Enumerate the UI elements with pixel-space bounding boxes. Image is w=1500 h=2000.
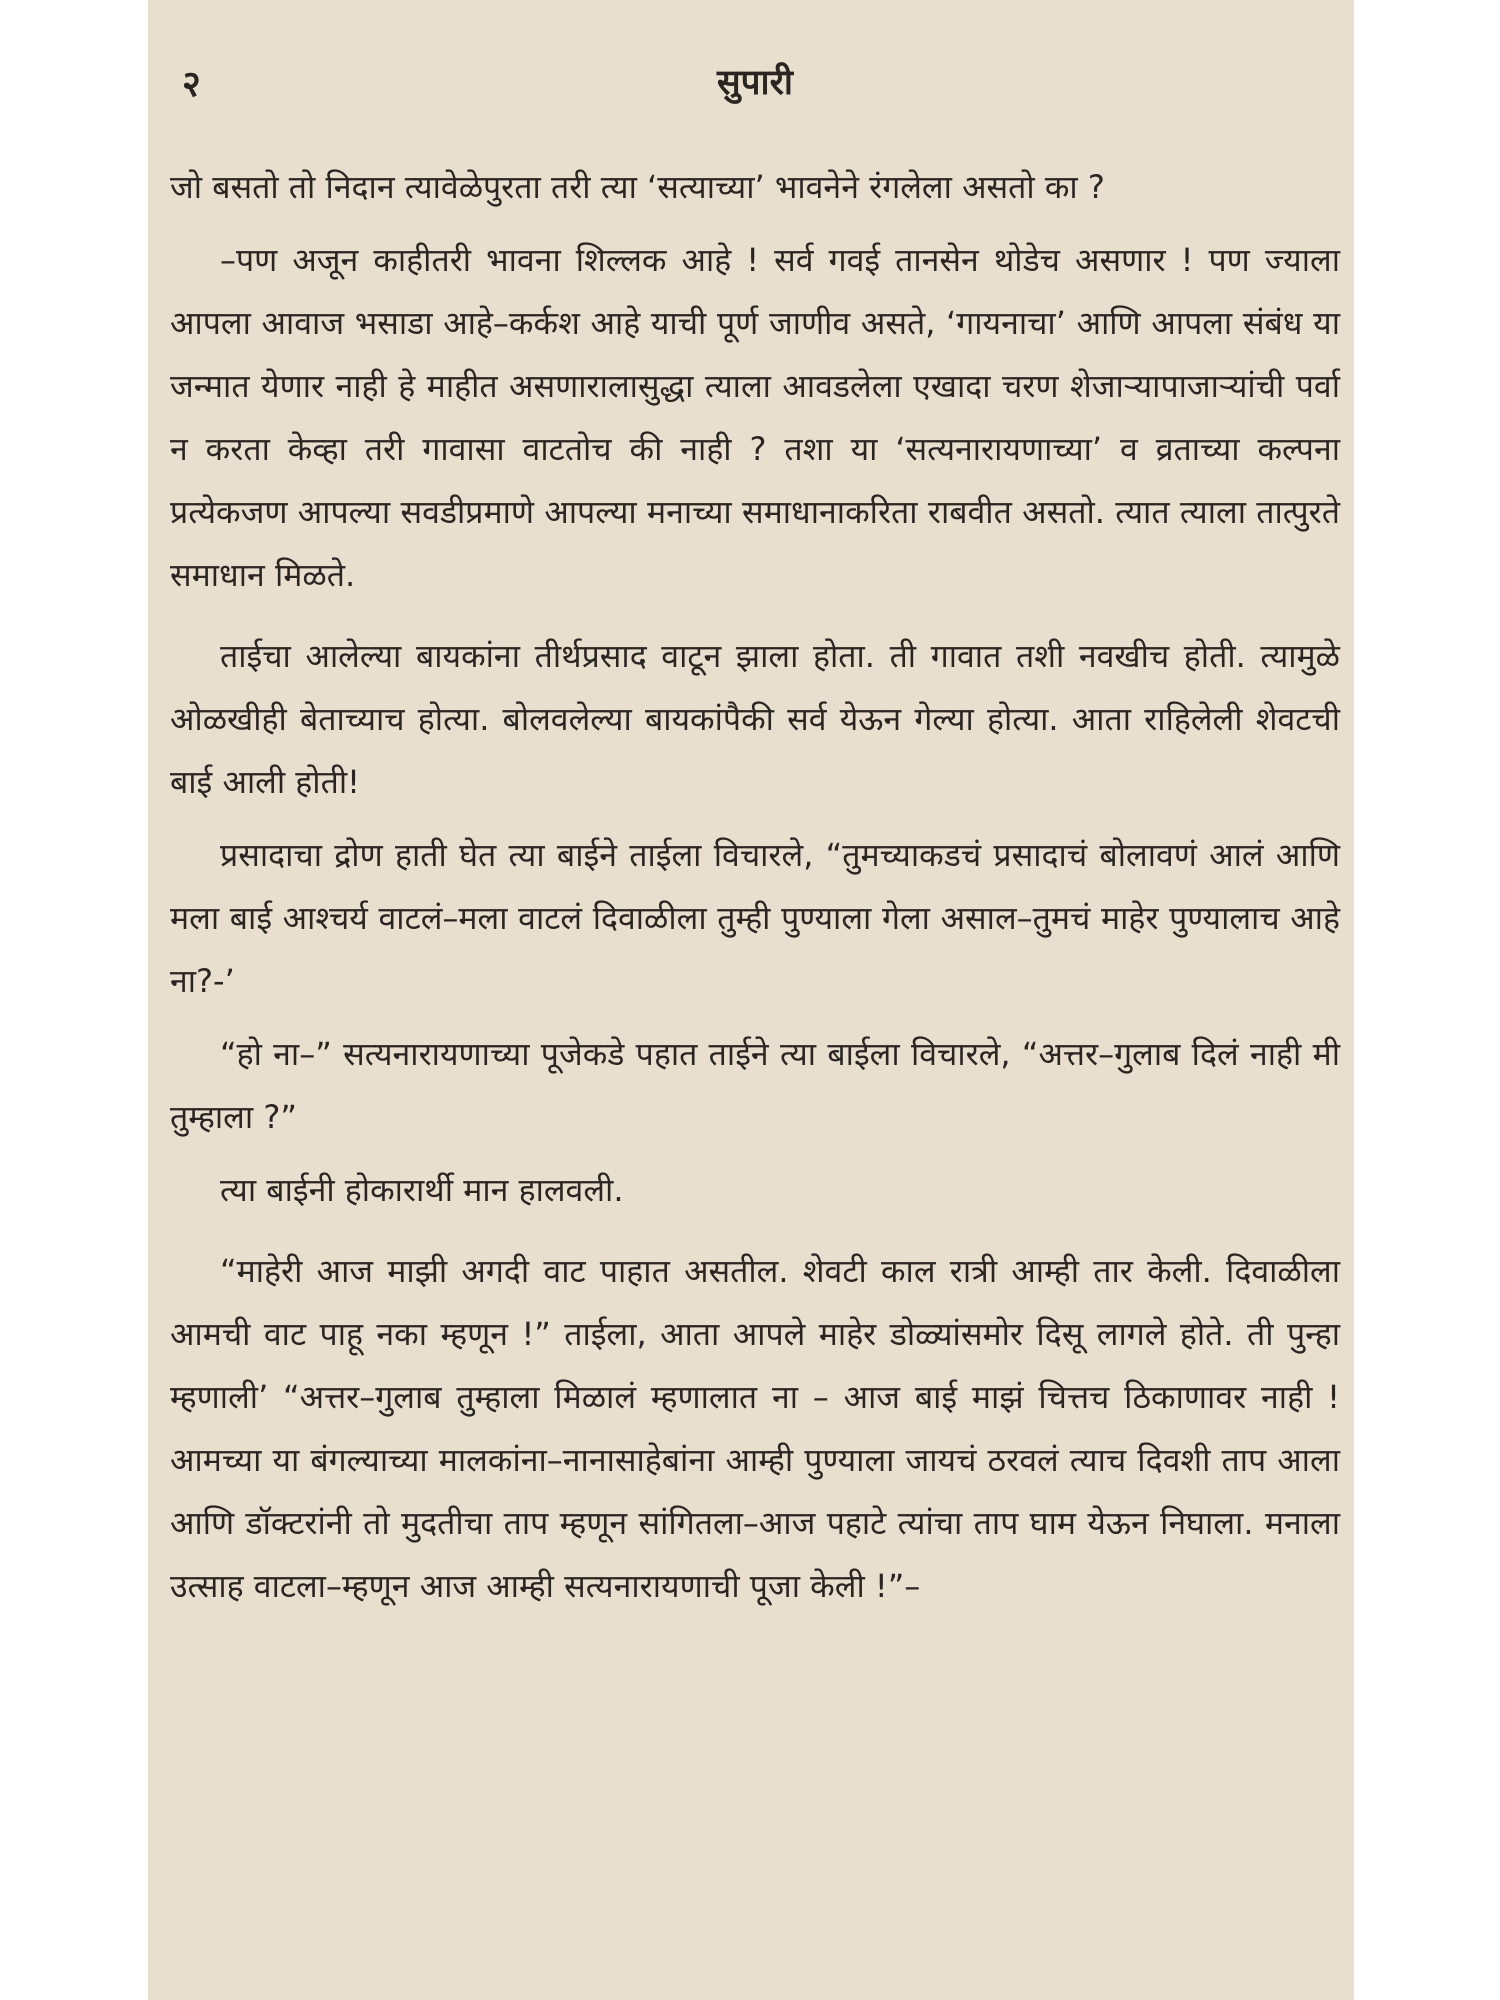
paragraph: “हो ना–” सत्यनारायणाच्या पूजेकडे पहात ताईने त्या बाईला विचारले, “अत्तर–गुलाब दिलं नाही मी तुम्हाला ?” — [170, 1035, 1340, 1136]
paragraph: त्या बाईनी होकारार्थी मान हालवली. — [220, 1171, 624, 1209]
paragraph: –पण अजून काहीतरी भावना शिल्लक आहे ! सर्व गवई तानसेन थोडेच असणार ! पण ज्याला आपला आवाज भसाडा आहे–कर्कश आहे याची पूर्ण जाणीव असते, ‘गायनाचा’ आणि आपला संबंध या जन्मात येणार नाही हे माहीत असणारालासुद्धा त्याला आवडलेला एखादा चरण शेजाऱ्यापाजाऱ्यांची पर्वा न करता केव्हा तरी गावासा वाटतोच की नाही ? तशा या ‘सत्यनारायणाच्या’ व व्रताच्या कल्पना प्रत्येकजण आपल्या सवडीप्रमाणे आपल्या मनाच्या समाधानाकरिता राबवीत असतो. त्यात त्याला तात्पुरते समाधान मिळते. — [170, 241, 1340, 594]
paragraph: ताईचा आलेल्या बायकांना तीर्थप्रसाद वाटून झाला होता. ती गावात तशी नवखीच होती. त्यामुळे ओळखीही बेताच्याच होत्या. बोलवलेल्या बायकांपैकी सर्व येऊन गेल्या होत्या. आता राहिलेली शेवटची बाई आली होती! — [170, 637, 1340, 801]
paragraph: जो बसतो तो निदान त्यावेळेपुरता तरी त्या ‘सत्याच्या’ भावनेने रंगलेला असतो का ? — [170, 168, 1105, 206]
body-text — [170, 156, 1340, 1618]
running-header — [170, 58, 1340, 118]
paragraph: “माहेरी आज माझी अगदी वाट पाहात असतील. शेवटी काल रात्री आम्ही तार केली. दिवाळीला आमची वाट पाहू नका म्हणून !” ताईला, आता आपले माहेर डोळ्यांसमोर दिसू लागले होते. ती पुन्हा म्हणाली’ “अत्तर–गुलाब तुम्हाला मिळालं म्हणालात ना – आज बाई माझं चित्तच ठिकाणावर नाही ! आमच्या या बंगल्याच्या मालकांना–नानासाहेबांना आम्ही पुण्याला जायचं ठरवलं त्याच दिवशी ताप आला आणि डॉक्टरांनी तो मुदतीचा ताप म्हणून सांगितला–आज पहाटे त्यांचा ताप घाम येऊन निघाला. मनाला उत्साह वाटला–म्हणून आज आम्ही सत्यनारायणाची पूजा केली !”– — [170, 1252, 1340, 1605]
book-page — [148, 0, 1354, 2000]
book-title: सुपारी — [717, 63, 793, 103]
page-number: २ — [182, 64, 201, 105]
paragraph: प्रसादाचा द्रोण हाती घेत त्या बाईने ताईला विचारले, “तुमच्याकडचं प्रसादाचं बोलावणं आलं आणि मला बाई आश्चर्य वाटलं–मला वाटलं दिवाळीला तुम्ही पुण्याला गेला असाल–तुमचं माहेर पुण्यालाच आहे ना?-’ — [170, 836, 1340, 1000]
